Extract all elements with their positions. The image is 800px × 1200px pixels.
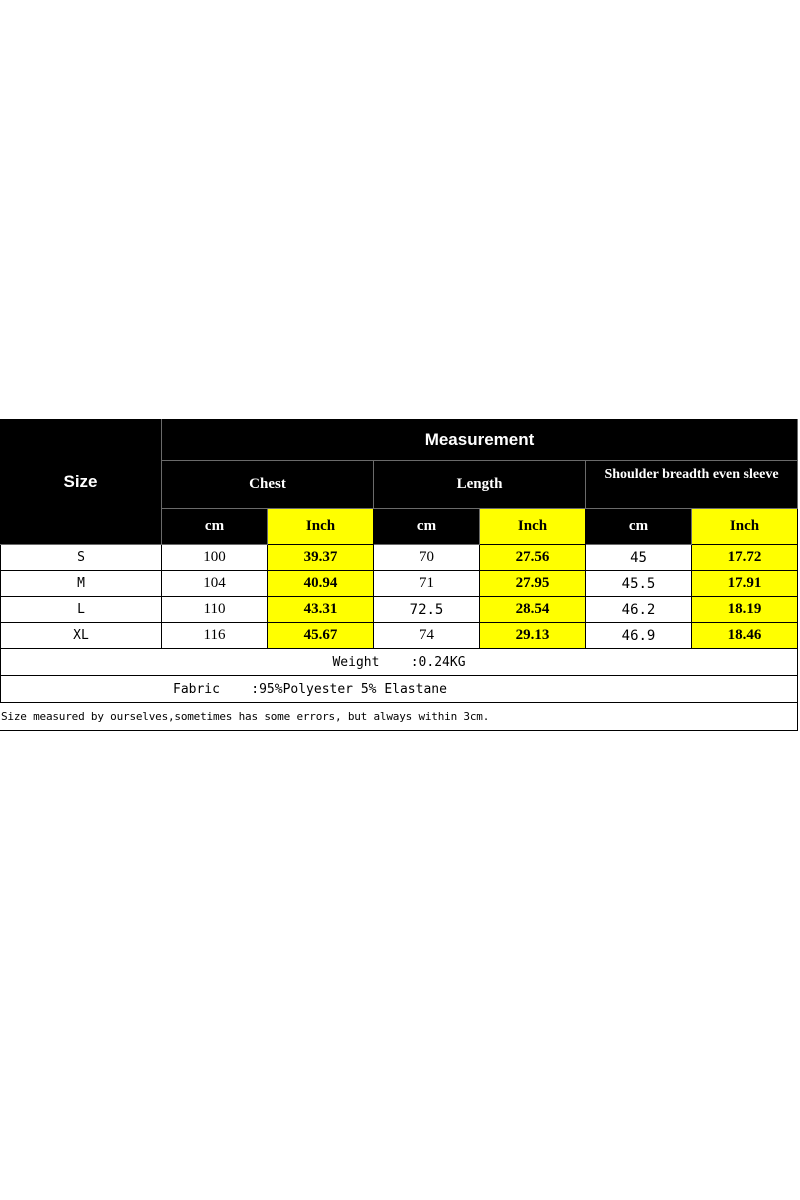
table-cell: 17.91 xyxy=(692,571,798,597)
table-cell: 17.72 xyxy=(692,545,798,571)
table-cell: 28.54 xyxy=(480,597,586,623)
table-cell: 27.95 xyxy=(480,571,586,597)
chest-header: Chest xyxy=(162,461,374,509)
shoulder-cm-header: cm xyxy=(586,509,692,545)
table-cell: 27.56 xyxy=(480,545,586,571)
size-chart-table xyxy=(0,419,798,744)
size-label-m: M xyxy=(0,571,162,597)
table-cell: 46.9 xyxy=(586,623,692,649)
table-cell: 45.67 xyxy=(268,623,374,649)
table-cell: 18.19 xyxy=(692,597,798,623)
size-label-l: L xyxy=(0,597,162,623)
table-cell: 45.5 xyxy=(586,571,692,597)
table-cell: 40.94 xyxy=(268,571,374,597)
table-cell: 18.46 xyxy=(692,623,798,649)
table-cell: 70 xyxy=(374,545,480,571)
fabric-row: Fabric :95%Polyester 5% Elastane xyxy=(0,676,798,703)
table-cell: 100 xyxy=(162,545,268,571)
shoulder-inch-header: Inch xyxy=(692,509,798,545)
table-cell: 110 xyxy=(162,597,268,623)
size-label-s: S xyxy=(0,545,162,571)
chest-cm-header: cm xyxy=(162,509,268,545)
length-header: Length xyxy=(374,461,586,509)
table-cell: 71 xyxy=(374,571,480,597)
table-cell: 46.2 xyxy=(586,597,692,623)
size-label-xl: XL xyxy=(0,623,162,649)
table-cell: 43.31 xyxy=(268,597,374,623)
chest-inch-header: Inch xyxy=(268,509,374,545)
measurement-header: Measurement xyxy=(162,419,798,461)
table-cell: 74 xyxy=(374,623,480,649)
length-cm-header: cm xyxy=(374,509,480,545)
table-cell: 39.37 xyxy=(268,545,374,571)
table-cell: 116 xyxy=(162,623,268,649)
measurement-note: Size measured by ourselves,sometimes has some errors, but always within 3cm. xyxy=(0,703,798,731)
size-header: Size xyxy=(0,419,162,545)
weight-row: Weight :0.24KG xyxy=(0,649,798,676)
length-inch-header: Inch xyxy=(480,509,586,545)
table-cell: 45 xyxy=(586,545,692,571)
shoulder-header: Shoulder breadth even sleeve xyxy=(586,461,798,509)
table-cell: 104 xyxy=(162,571,268,597)
table-cell: 29.13 xyxy=(480,623,586,649)
table-cell: 72.5 xyxy=(374,597,480,623)
